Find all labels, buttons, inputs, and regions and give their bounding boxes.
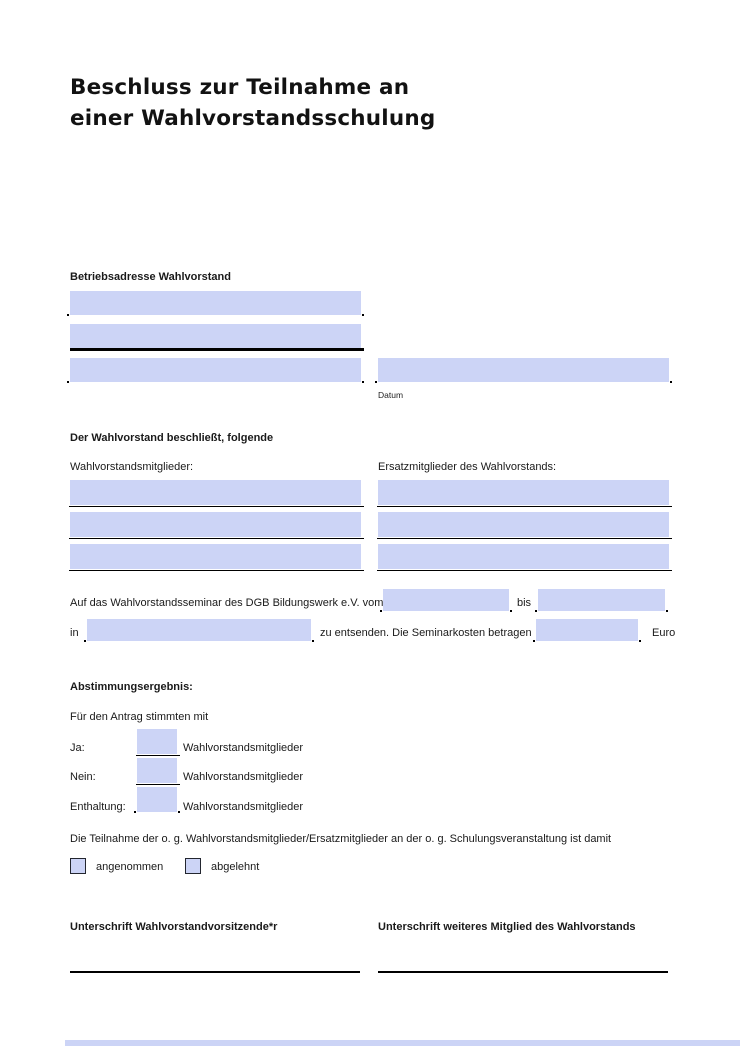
checkbox-angenommen[interactable] [70,858,86,874]
signature-right-label: Unterschrift weiteres Mitglied des Wahlvorstands [378,921,636,933]
vote-ja-count-field[interactable] [137,729,177,754]
seminar-sentence-part-1: Auf das Wahlvorstandsseminar des DGB Bildungswerk e.V. vom [70,597,384,609]
vote-nein-suffix: Wahlvorstandsmitglieder [183,771,304,783]
seminar-sentence-part-2: zu entsenden. Die Seminarkosten betragen [320,627,532,639]
participation-result-text: Die Teilnahme der o. g. Wahlvorstandsmitglieder/Ersatzmitglieder an der o. g. Schulungsveranstaltung ist damit [70,833,612,845]
page-title-line-1: Beschluss zur Teilnahme an [70,75,410,100]
vote-ja-label: Ja: [70,742,85,754]
members-column-label: Wahlvorstandsmitglieder: [70,461,194,473]
seminar-location-field[interactable] [87,619,311,641]
checkbox-abgelehnt[interactable] [185,858,201,874]
address-line-2-field[interactable] [70,324,361,348]
vote-heading: Abstimmungsergebnis: [70,681,193,693]
vote-ja-suffix: Wahlvorstandsmitglieder [183,742,304,754]
address-line-3-field[interactable] [70,358,361,382]
datum-label: Datum [378,390,404,400]
substitutes-column-label: Ersatzmitglieder des Wahlvorstands: [378,461,557,473]
bottom-page-field[interactable] [65,1040,740,1046]
substitute-field-2[interactable] [378,512,669,537]
vote-enthaltung-suffix: Wahlvorstandsmitglieder [183,801,304,813]
seminar-date-to-field[interactable] [538,589,665,611]
decision-heading: Der Wahlvorstand beschließt, folgende [70,432,274,444]
signature-line-right [378,971,668,973]
address-line-1-field[interactable] [70,291,361,315]
vote-intro: Für den Antrag stimmten mit [70,711,209,723]
checkbox-angenommen-label: angenommen [96,861,164,873]
vote-nein-label: Nein: [70,771,96,783]
vote-enthaltung-label: Enthaltung: [70,801,126,813]
seminar-bis-label: bis [517,597,532,609]
checkbox-abgelehnt-label: abgelehnt [211,861,260,873]
address-heading: Betriebsadresse Wahlvorstand [70,271,231,283]
seminar-date-from-field[interactable] [383,589,509,611]
member-field-2[interactable] [70,512,361,537]
seminar-euro-label: Euro [652,627,676,639]
member-field-3[interactable] [70,544,361,569]
signature-left-label: Unterschrift Wahlvorstandvorsitzende*r [70,921,278,933]
vote-nein-count-field[interactable] [137,758,177,783]
seminar-cost-field[interactable] [536,619,638,641]
seminar-in-label: in [70,627,79,639]
page-title-line-2: einer Wahlvorstandsschulung [70,106,436,131]
substitute-field-3[interactable] [378,544,669,569]
vote-enthaltung-count-field[interactable] [137,787,177,812]
signature-line-left [70,971,360,973]
datum-field[interactable] [378,358,669,382]
member-field-1[interactable] [70,480,361,505]
substitute-field-1[interactable] [378,480,669,505]
